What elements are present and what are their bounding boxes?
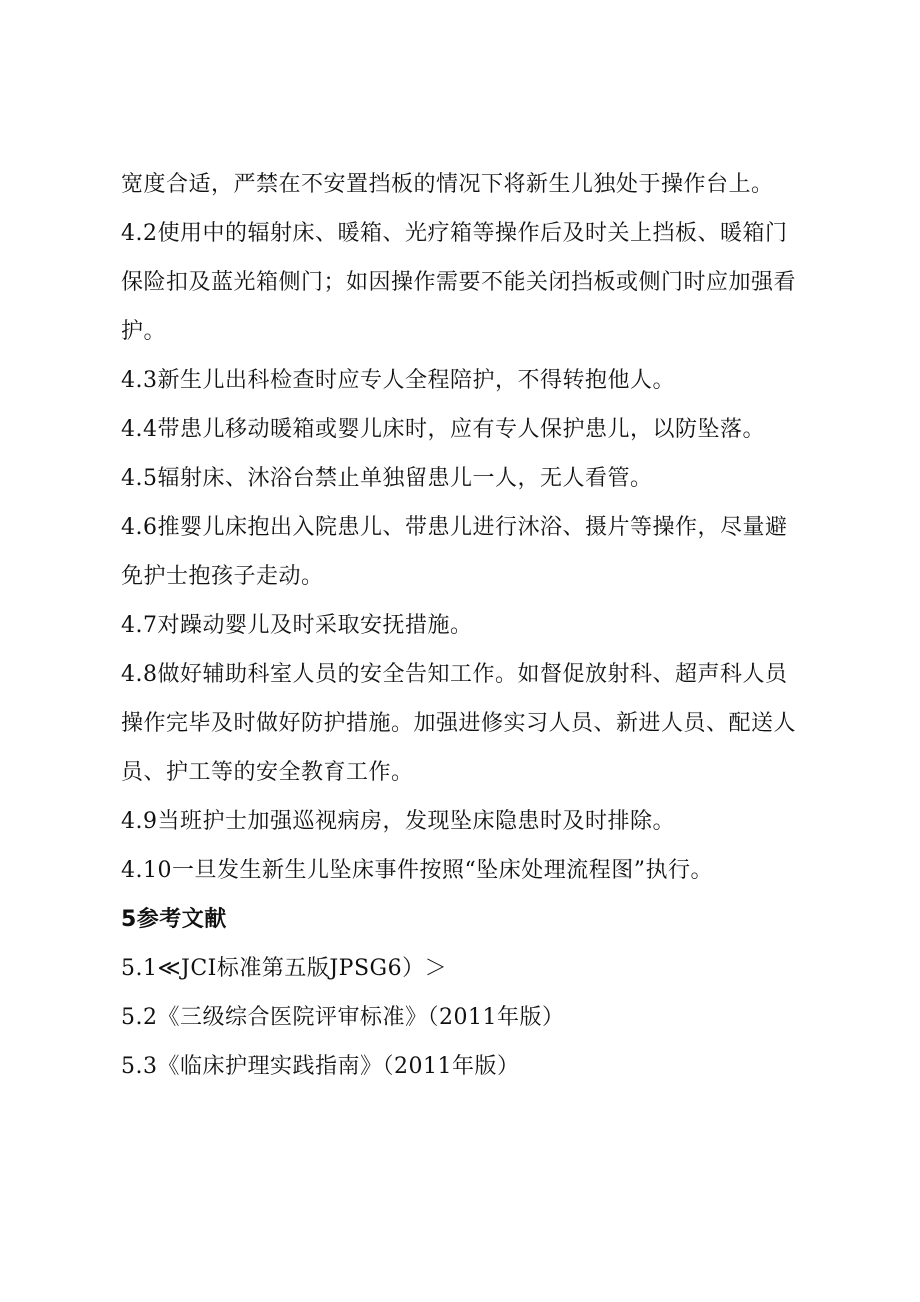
paragraph-line: 护。 — [121, 319, 167, 344]
paragraph-line: 4.5辐射床、沐浴台禁止单独留患儿一人，无人看管。 — [121, 466, 653, 491]
section-heading: 5参考文献 — [121, 907, 227, 932]
paragraph-line: 员、护工等的安全教育工作。 — [121, 760, 414, 785]
paragraph-line: 宽度合适，严禁在不安置挡板的情况下将新生儿独处于操作台上。 — [121, 172, 774, 197]
paragraph-line: 操作完毕及时做好防护措施。加强进修实习人员、新进人员、配送人 — [121, 711, 797, 736]
document-body — [121, 160, 811, 1091]
paragraph-line: 4.9当班护士加强巡视病房，发现坠床隐患时及时排除。 — [121, 809, 675, 834]
paragraph-line: 4.7对躁动婴儿及时采取安抚措施。 — [121, 613, 473, 638]
paragraph-line: 4.4带患儿移动暖箱或婴儿床时，应有专人保护患儿，以防坠落。 — [121, 417, 765, 442]
paragraph-line: 保险扣及蓝光箱侧门；如因操作需要不能关闭挡板或侧门时应加强看 — [121, 270, 797, 295]
paragraph-line: 4.3新生儿出科检查时应专人全程陪护，不得转抱他人。 — [121, 368, 675, 393]
reference-item: 5.3《临床护理实践指南》（2011年版） — [121, 1054, 520, 1079]
paragraph-line: 4.6推婴儿床抱出入院患儿、带患儿进行沐浴、摄片等操作，尽量避 — [121, 515, 788, 540]
paragraph-line: 4.2使用中的辐射床、暖箱、光疗箱等操作后及时关上挡板、暖箱门 — [121, 221, 788, 246]
reference-item: 5.2《三级综合医院评审标准》（2011年版） — [121, 1005, 565, 1030]
paragraph-line: 免护士抱孩子走动。 — [121, 564, 324, 589]
paragraph-line: 4.8做好辅助科室人员的安全告知工作。如督促放射科、超声科人员 — [121, 662, 788, 687]
paragraph-line: 4.10一旦发生新生儿坠床事件按照“坠床处理流程图”执行。 — [121, 858, 713, 883]
reference-item: 5.1≪JCI标准第五版JPSG6）＞ — [121, 956, 448, 981]
